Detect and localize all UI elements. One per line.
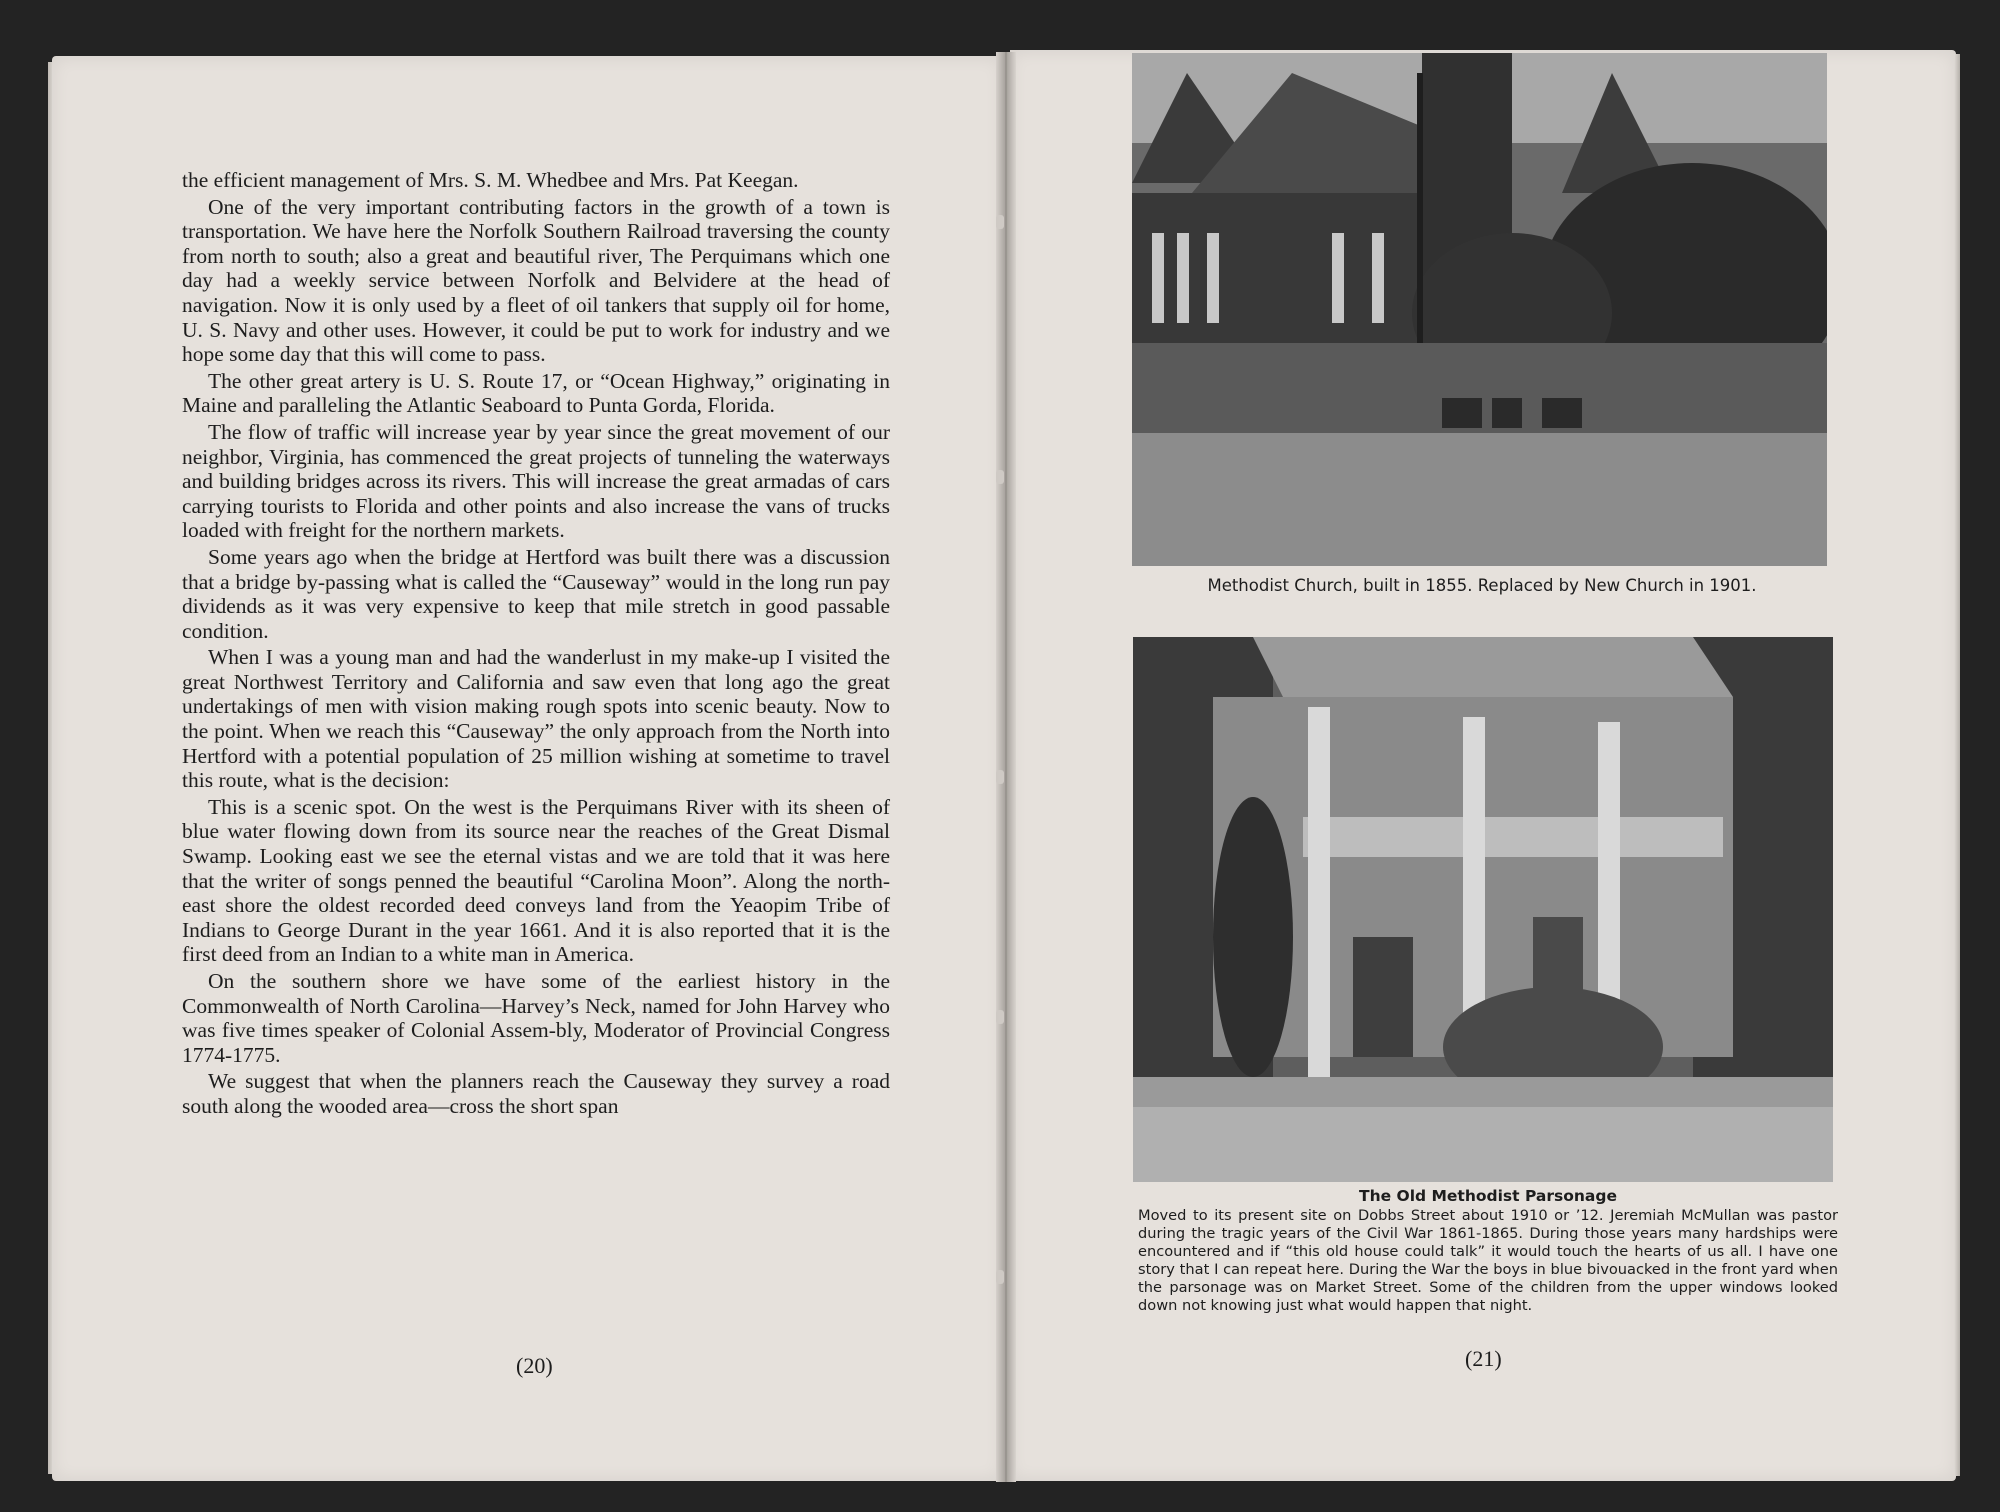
binding-staple: [996, 1010, 1004, 1024]
church-photo: [1132, 53, 1827, 566]
paragraph: When I was a young man and had the wanderlust in my make-up I visited the great Northwest Territory and California and saw even that long ago the great undertakings of men with vision making rough spots into scenic beauty. Now to the point. When we reach this “Causeway” the only approach from the North into Hertford with a potential population of 25 million wishing at sometime to travel this route, what is the decision:: [182, 645, 890, 793]
church-photo-image: [1132, 53, 1827, 566]
right-page-edge: [1954, 54, 1960, 1476]
page-number-left: (20): [516, 1353, 553, 1378]
left-page-body: [182, 168, 890, 1121]
paragraph: We suggest that when the planners reach the Causeway they survey a road south along the wooded area—cross the short span: [182, 1069, 890, 1118]
paragraph: Some years ago when the bridge at Hertford was built there was a discussion that a bridge by-passing what is called the “Causeway” would in the long run pay dividends as it was very expensive to keep that mile stretch in good passable condition.: [182, 544, 890, 643]
paragraph: The flow of traffic will increase year by year since the great movement of our neighbor, Virginia, has commenced the great projects of tunneling the waterways and building bridges across its rivers. This will increase the great armadas of cars carrying tourists to Florida and other points and also increase the vans of trucks loaded with freight for the northern markets.: [182, 419, 890, 543]
paragraph: The other great artery is U. S. Route 17, or “Ocean Highway,” originating in Maine and paralleling the Atlantic Seaboard to Punta Gorda, Florida.: [182, 368, 890, 418]
page-number-right: (21): [1465, 1346, 1502, 1371]
parsonage-photo-caption: Moved to its present site on Dobbs Street about 1910 or ’12. Jeremiah McMullan was pastor during the tragic years of the Civil War 1861-1865. During those years many hardships were encountered and if “this old house could talk” it would touch the hearts of us all. I have one story that I can repeat here. During the War the boys in blue bivouacked in the front yard when the parsonage was on Market Street. Some of the children from the upper windows looked down not knowing just what would happen that night.: [1138, 1207, 1838, 1314]
binding-staple: [996, 470, 1004, 484]
parsonage-photo-title: The Old Methodist Parsonage: [1359, 1187, 1617, 1205]
parsonage-photo: [1133, 637, 1833, 1182]
binding-staple: [996, 770, 1004, 784]
parsonage-photo-image: [1133, 637, 1833, 1182]
paragraph: This is a scenic spot. On the west is the Perquimans River with its sheen of blue water flowing down from its source near the reaches of the Great Dismal Swamp. Looking east we see the eternal vistas and we are told that it was here that the writer of songs penned the beautiful “Carolina Moon”. Along the north-east shore the oldest recorded deed conveys land from the Yeaopim Tribe of Indians to George Durant in the year 1661. And it is also reported that it is the first deed from an Indian to a white man in America.: [182, 794, 890, 967]
book-gutter: [996, 52, 1016, 1482]
paragraph: One of the very important contributing factors in the growth of a town is transportation. We have here the Norfolk Southern Railroad traversing the county from north to south; also a great and beautiful river, The Perquimans which one day had a weekly service between Norfolk and Belvidere at the head of navigation. Now it is only used by a fleet of oil tankers that supply oil for home, U. S. Navy and other uses. However, it could be put to work for industry and we hope some day that this will come to pass.: [182, 194, 890, 367]
binding-staple: [996, 1270, 1004, 1284]
paragraph: On the southern shore we have some of the earliest history in the Commonwealth of North Carolina—Harvey’s Neck, named for John Harvey who was five times speaker of Colonial Assem-bly, Moderator of Provincial Congress 1774-1775.: [182, 969, 890, 1067]
paragraph: the efficient management of Mrs. S. M. Whedbee and Mrs. Pat Keegan.: [182, 168, 799, 192]
binding-staple: [996, 215, 1004, 229]
church-photo-caption: Methodist Church, built in 1855. Replaced by New Church in 1901.: [1207, 576, 1757, 595]
